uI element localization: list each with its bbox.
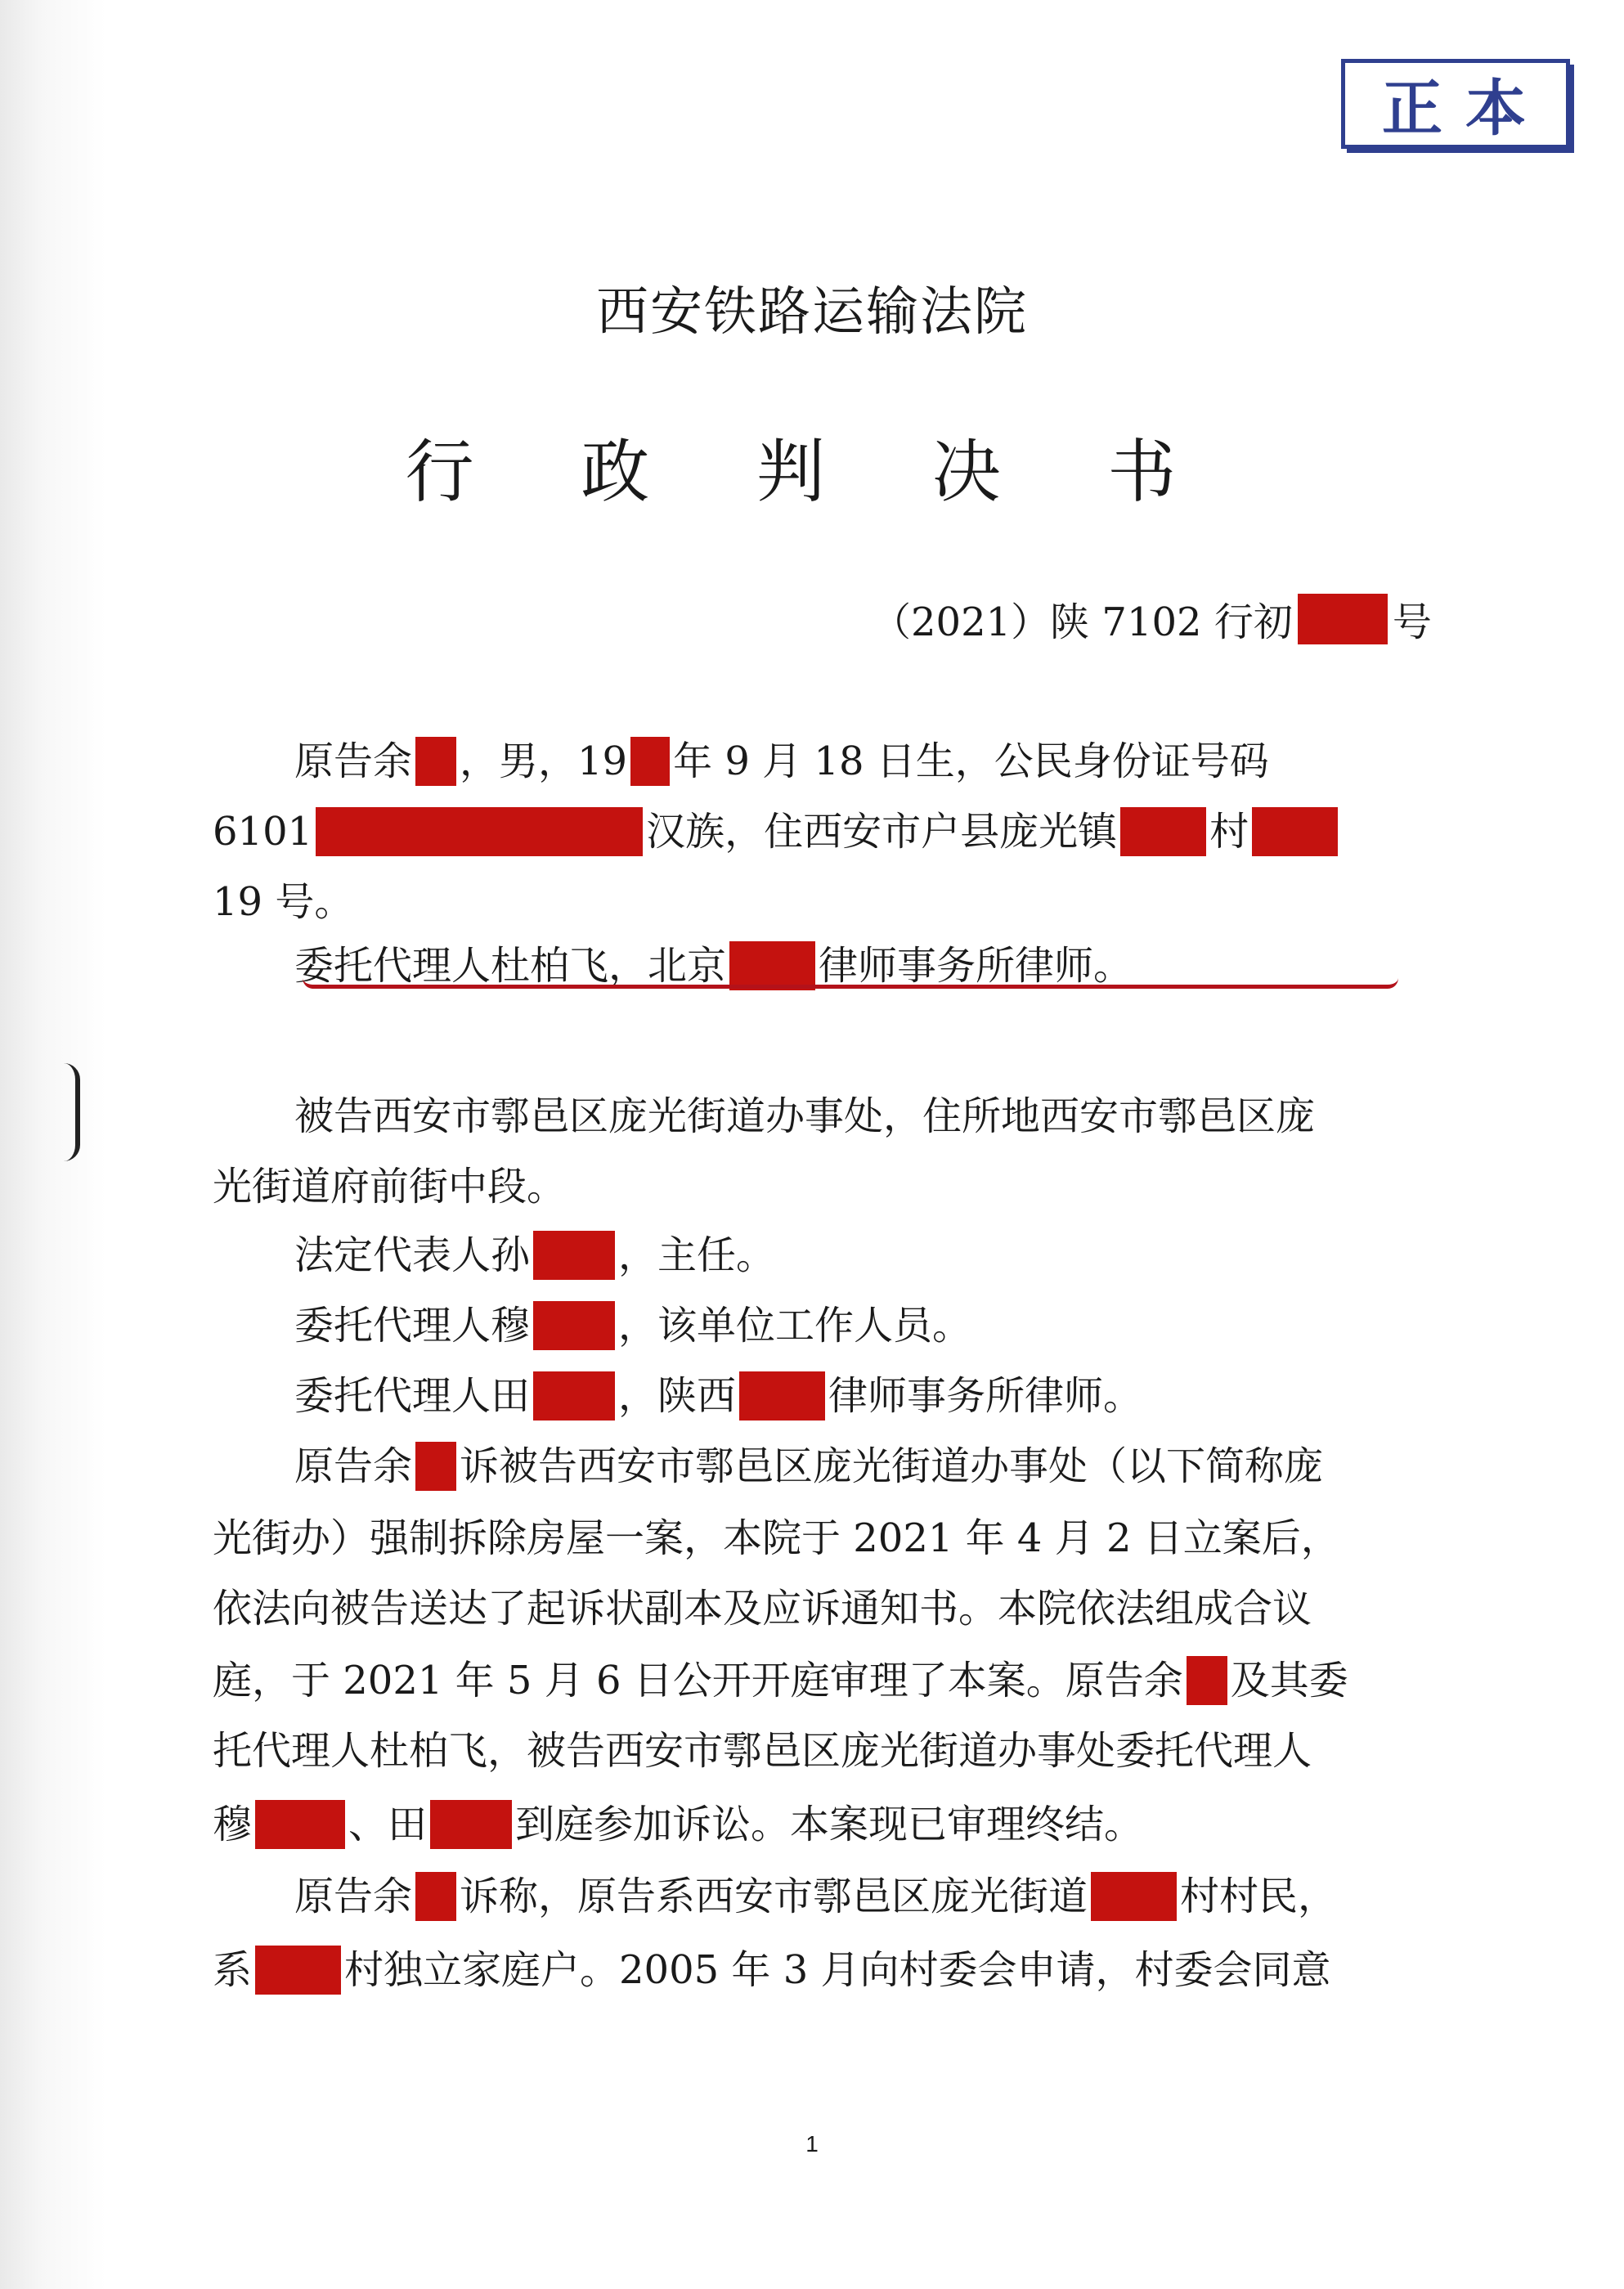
text-segment: 村: [1209, 809, 1249, 855]
document-title: 行 政 判 决 书: [405, 432, 1219, 512]
redaction-block: [739, 1371, 825, 1421]
redaction-block: [316, 807, 643, 856]
text-segment: 及其委: [1230, 1658, 1348, 1703]
binding-mark: [64, 1063, 80, 1161]
text-segment: 原告余: [294, 1874, 413, 1919]
redaction-block: [1120, 807, 1206, 856]
text-segment: 委托代理人穆: [294, 1303, 531, 1349]
text-segment: 、田: [348, 1802, 428, 1847]
text-line: [294, 1868, 1337, 1925]
text-segment: 委托代理人杜柏飞，北京: [294, 943, 727, 989]
text-segment: 光街办）强制拆除房屋一案，本院于 2021 年 4 月 2 日立案后，: [213, 1515, 1340, 1561]
case-number-prefix: （2021）陕 7102 行初: [872, 599, 1293, 645]
redaction-block: [630, 737, 670, 786]
text-segment: 系: [213, 1947, 253, 1993]
text-segment: 被告西安市鄠邑区庞光街道办事处，住所地西安市鄠邑区庞: [294, 1093, 1316, 1139]
redaction-block: [255, 1800, 345, 1849]
text-segment: 村独立家庭户。2005 年 3 月向村委会申请，村委会同意: [344, 1947, 1331, 1993]
redaction-block: [430, 1800, 512, 1849]
text-segment: 19 号。: [213, 879, 354, 925]
text-line: [294, 1438, 1323, 1495]
redaction-block: [415, 1872, 456, 1921]
redaction-block: [1252, 807, 1338, 856]
redaction-block: [533, 1371, 615, 1421]
text-segment: 律师事务所律师。: [828, 1373, 1143, 1419]
text-segment: 律师事务所律师。: [819, 943, 1133, 989]
text-segment: 年 9 月 18 日生，公民身份证号码: [673, 738, 1269, 784]
stamp-text: 正本: [1382, 74, 1549, 144]
text-segment: 托代理人杜柏飞，被告西安市鄠邑区庞光街道办事处委托代理人: [213, 1728, 1312, 1774]
handwritten-underline: [303, 978, 1398, 989]
text-line: [294, 1227, 775, 1284]
text-segment: ，男，19: [460, 738, 628, 784]
text-line: [294, 1088, 1315, 1145]
text-line: [294, 1297, 971, 1354]
text-segment: 原告余: [294, 738, 413, 784]
page-number: 1: [805, 2131, 819, 2157]
text-line: [213, 1796, 1143, 1853]
text-segment: ，该单位工作人员。: [618, 1303, 972, 1349]
text-segment: ，主任。: [618, 1232, 776, 1278]
redaction-block: [1187, 1656, 1227, 1705]
redaction-block: [1298, 594, 1388, 644]
text-segment: 庭，于 2021 年 5 月 6 日公开开庭审理了本案。原告余: [213, 1658, 1183, 1703]
redaction-block: [533, 1231, 615, 1280]
text-line: [213, 803, 1341, 860]
case-number: [872, 590, 1432, 647]
text-segment: 6101: [213, 809, 313, 855]
text-segment: 依法向被告送达了起诉状副本及应诉通知书。本院依法组成合议: [213, 1586, 1312, 1631]
text-segment: ，陕西: [618, 1373, 737, 1419]
text-line: [213, 873, 353, 931]
redaction-block: [1091, 1872, 1177, 1921]
redaction-block: [415, 737, 456, 786]
text-line: [213, 1510, 1340, 1567]
text-line: [213, 1158, 566, 1215]
text-line: [294, 1367, 1142, 1425]
redaction-block: [255, 1946, 341, 1995]
text-line: [213, 1652, 1348, 1709]
text-segment: 汉族，住西安市户县庞光镇: [646, 809, 1118, 855]
text-line: [213, 1580, 1312, 1637]
court-name: 西安铁路运输法院: [596, 282, 1028, 343]
redaction-block: [415, 1442, 456, 1491]
text-segment: 法定代表人孙: [294, 1232, 531, 1278]
redaction-block: [533, 1301, 615, 1350]
text-segment: 诉被告西安市鄠邑区庞光街道办事处（以下简称庞: [460, 1443, 1324, 1489]
text-segment: 原告余: [294, 1443, 413, 1489]
text-line: [213, 1941, 1331, 1999]
text-line: [294, 733, 1269, 790]
text-segment: 光街道府前街中段。: [213, 1164, 567, 1210]
text-segment: 到庭参加诉讼。本案现已审理终结。: [515, 1802, 1144, 1847]
text-line: [213, 1722, 1312, 1780]
original-copy-stamp: [1341, 59, 1570, 149]
case-number-suffix: 号: [1392, 599, 1432, 645]
text-segment: 委托代理人田: [294, 1373, 531, 1419]
text-segment: 穆: [213, 1802, 253, 1847]
text-segment: 村村民，: [1180, 1874, 1338, 1919]
text-segment: 诉称，原告系西安市鄠邑区庞光街道: [460, 1874, 1088, 1919]
